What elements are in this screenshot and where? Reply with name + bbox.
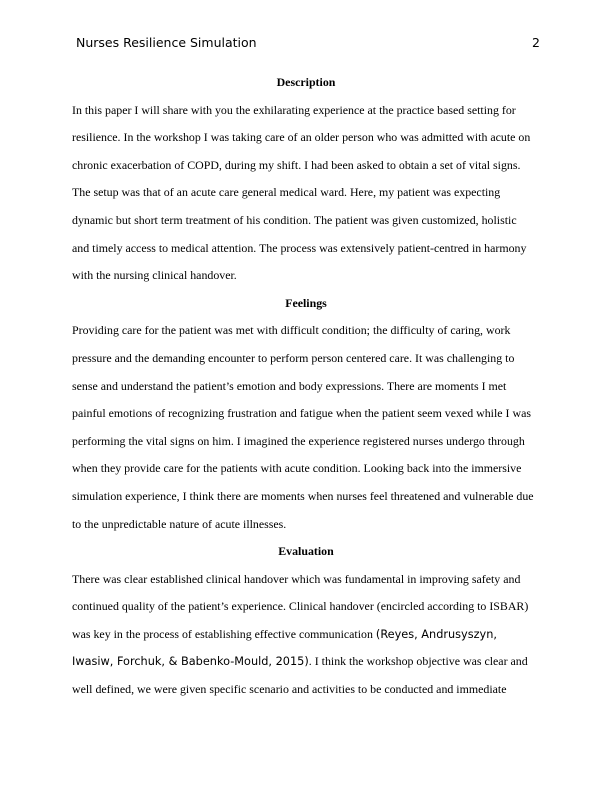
paragraph-line: dynamic but short term treatment of his condition. The patient was given customized, holistic — [72, 212, 517, 227]
paragraph-line: continued quality of the patient’s experience. Clinical handover (encircled according to ISBAR) — [72, 599, 529, 614]
paragraph-line: resilience. In the workshop I was taking care of an older person who was admitted with acute on — [72, 130, 531, 145]
page-number: 2 — [532, 35, 540, 50]
citation: (Reyes, Andrusyszyn, — [375, 627, 497, 641]
paragraph-line: and timely access to medical attention. The process was extensively patient-centred in harmony — [72, 240, 527, 255]
paragraph-line: chronic exacerbation of COPD, during my shift. I had been asked to obtain a set of vital signs. — [72, 157, 521, 172]
section-heading-feelings: Feelings — [285, 295, 327, 310]
paragraph-line: to the unpredictable nature of acute illnesses. — [72, 516, 287, 531]
section-heading-evaluation: Evaluation — [278, 544, 334, 559]
paragraph-line — [72, 621, 540, 649]
citation: Iwasiw, Forchuk, & Babenko-Mould, 2015) — [72, 655, 309, 669]
paragraph-line: performing the vital signs on him. I imagined the experience registered nurses undergo through — [72, 433, 525, 448]
paragraph-line: painful emotions of recognizing frustration and fatigue when the patient seem vexed while I was — [72, 406, 531, 421]
section-heading-description: Description — [276, 75, 336, 89]
page-header — [76, 35, 540, 51]
paragraph-line: There was clear established clinical handover which was fundamental in improving safety and — [72, 571, 521, 586]
paragraph-line: pressure and the demanding encounter to perform person centered care. It was challenging to — [72, 350, 515, 365]
paragraph-line: simulation experience, I think there are moments when nurses feel threatened and vulnerable due — [72, 488, 534, 503]
paragraph-line: The setup was that of an acute care general medical ward. Here, my patient was expecting — [72, 185, 501, 200]
running-title: Nurses Resilience Simulation — [76, 35, 257, 50]
line-text: . I think the workshop objective was clear and — [308, 654, 528, 669]
paragraph-line: well defined, we were given specific scenario and activities to be conducted and immediate — [72, 682, 507, 697]
paragraph-line: sense and understand the patient’s emotion and body expressions. There are moments I met — [72, 378, 507, 393]
paragraph-line: Providing care for the patient was met with difficult condition; the difficulty of caring, work — [72, 323, 511, 338]
document-body — [72, 69, 540, 704]
paragraph-line: In this paper I will share with you the exhilarating experience at the practice based setting for — [72, 102, 516, 117]
line-text: was key in the process of establishing effective communication — [72, 626, 376, 641]
paragraph-line: with the nursing clinical handover. — [72, 268, 237, 283]
paragraph-line: when they provide care for the patients with acute condition. Looking back into the immersive — [72, 461, 522, 476]
paragraph-line — [72, 648, 540, 676]
